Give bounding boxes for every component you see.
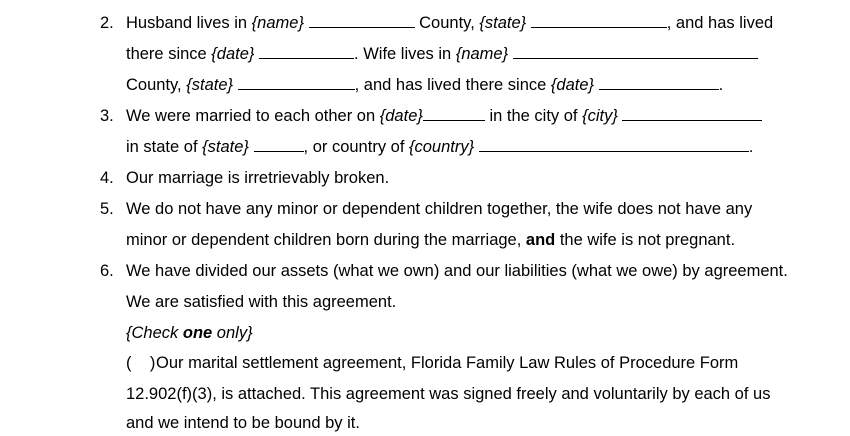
marriage-country-blank[interactable] — [479, 134, 749, 152]
date-placeholder: {date} — [379, 107, 423, 125]
statement-text: Our marriage is irretrievably broken. — [126, 169, 390, 187]
statement-text: Our marital settlement agreement, Florida Family Law Rules of Procedure Form — [156, 354, 739, 372]
statement-text: minor or dependent children born during the marriage, — [126, 231, 526, 249]
statement-text: and we intend to be bound by it. — [126, 414, 360, 432]
item-number: 3. — [100, 107, 114, 125]
statement-text: We are satisfied with this agreement. — [126, 293, 397, 311]
husband-name-blank[interactable] — [309, 10, 415, 28]
state-placeholder: {state} — [479, 14, 527, 32]
marriage-city-blank[interactable] — [622, 103, 762, 121]
label-text: in the city of — [484, 107, 583, 125]
label-text: County, — [419, 14, 480, 32]
bold-and: and — [525, 231, 556, 249]
instruction-text: only} — [212, 324, 253, 342]
label-text: there since — [126, 45, 212, 63]
label-text: Husband lives in — [126, 14, 252, 32]
label-text: . — [718, 76, 724, 94]
date-placeholder: {date} — [550, 76, 595, 94]
city-placeholder: {city} — [582, 107, 618, 125]
label-text: . Wife lives in — [354, 45, 456, 63]
state-placeholder: {state} — [186, 76, 234, 94]
item-number: 4. — [100, 169, 114, 187]
marriage-state-blank[interactable] — [254, 134, 304, 152]
label-text: , or country of — [303, 138, 409, 156]
label-text: in state of — [126, 138, 203, 156]
item-number: 5. — [100, 200, 114, 218]
label-text: , and has lived there since — [354, 76, 551, 94]
husband-date-blank[interactable] — [259, 41, 354, 59]
statement-text: We do not have any minor or dependent children together, the wife does not have any — [126, 200, 753, 218]
husband-state-blank[interactable] — [531, 10, 667, 28]
statement-text: the wife is not pregnant. — [555, 231, 736, 249]
state-placeholder: {state} — [202, 138, 249, 156]
label-text: County, — [126, 76, 187, 94]
instruction-text: {Check — [126, 324, 183, 342]
instruction-bold: one — [182, 324, 213, 342]
statement-text: 12.902(f)(3), is attached. This agreement was signed freely and voluntarily by each of us — [126, 385, 771, 403]
wife-date-blank[interactable] — [599, 72, 719, 90]
label-text: We were married to each other on — [126, 107, 380, 125]
date-placeholder: {date} — [211, 45, 255, 63]
wife-state-blank[interactable] — [238, 72, 355, 90]
marriage-date-blank[interactable] — [423, 103, 485, 121]
label-text: . — [748, 138, 754, 156]
statement-text: We have divided our assets (what we own) and our liabilities (what we owe) by agreement. — [126, 262, 788, 280]
name-placeholder: {name} — [455, 45, 509, 63]
item-number: 6. — [100, 262, 114, 280]
settlement-checkbox[interactable]: ( ) — [126, 354, 156, 372]
item-number: 2. — [100, 14, 114, 32]
country-placeholder: {country} — [409, 138, 475, 156]
wife-name-blank[interactable] — [513, 41, 758, 59]
label-text: , and has lived — [666, 14, 774, 32]
name-placeholder: {name} — [251, 14, 304, 32]
